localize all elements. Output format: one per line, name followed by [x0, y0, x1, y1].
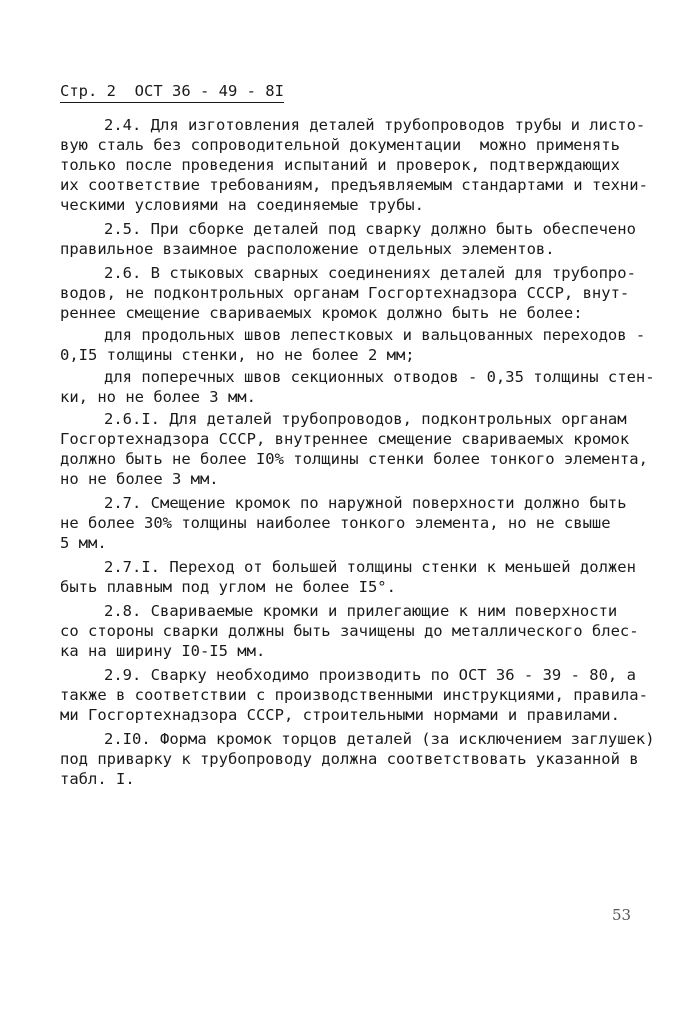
text-line: 2.7.I. Переход от большей толщины стенки к меньшей должен: [104, 558, 636, 576]
text-line: только после проведения испытаний и проверок, подтверждающих: [60, 156, 620, 174]
text-line: должно быть не более I0% толщины стенки более тонкого элемента,: [60, 450, 648, 468]
text-line: 2.7. Смещение кромок по наружной поверхности должно быть: [104, 494, 627, 512]
text-line: также в соответствии с производственными инструкциями, правила-: [60, 686, 648, 704]
text-line: для продольных швов лепестковых и вальцованных переходов -: [104, 326, 646, 344]
text-line: но не более 3 мм.: [60, 470, 219, 488]
page-header: Стр. 2 ОСТ 36 - 49 - 8I: [60, 81, 284, 103]
text-line: не более 30% толщины наиболее тонкого элемента, но не свыше: [60, 514, 611, 532]
text-line: ки, но не более 3 мм.: [60, 388, 256, 406]
text-line: ческими условиями на соединяемые трубы.: [60, 196, 424, 214]
text-line: ка на ширину I0-I5 мм.: [60, 642, 266, 660]
text-line: 2.9. Сварку необходимо производить по ОСТ 36 - 39 - 80, а: [104, 666, 636, 684]
text-line: водов, не подконтрольных органам Госгортехнадзора СССР, внут-: [60, 284, 630, 302]
text-line: их соответствие требованиям, предъявляемым стандартами и техни-: [60, 176, 648, 194]
text-line: ми Госгортехнадзора СССР, строительными нормами и правилами.: [60, 706, 620, 724]
text-line: 2.5. При сборке деталей под сварку должно быть обеспечено: [104, 220, 636, 238]
text-line: 0,I5 толщины стенки, но не более 2 мм;: [60, 346, 415, 364]
text-line: 2.I0. Форма кромок торцов деталей (за исключением заглушек): [104, 730, 655, 748]
text-line: табл. I.: [60, 770, 135, 788]
page-number: 53: [612, 906, 632, 924]
text-line: Госгортехнадзора СССР, внутреннее смещение свариваемых кромок: [60, 430, 630, 448]
text-line: быть плавным под углом не более I5°.: [60, 578, 396, 596]
text-line: 2.6.I. Для деталей трубопроводов, подконтрольных органам: [104, 410, 627, 428]
text-line: 2.8. Свариваемые кромки и прилегающие к ним поверхности: [104, 602, 618, 620]
text-line: 5 мм.: [60, 534, 107, 552]
text-line: для поперечных швов секционных отводов - 0,35 толщины стен-: [104, 368, 655, 386]
text-line: под приварку к трубопроводу должна соответствовать указанной в: [60, 750, 639, 768]
text-line: реннее смещение свариваемых кромок должно быть не более:: [60, 304, 583, 322]
text-line: вую сталь без сопроводительной документации можно применять: [60, 136, 620, 154]
text-line: 2.4. Для изготовления деталей трубопроводов трубы и листо-: [104, 116, 646, 134]
text-line: 2.6. В стыковых сварных соединениях деталей для трубопро-: [104, 264, 636, 282]
text-line: со стороны сварки должны быть зачищены до металлического блес-: [60, 622, 639, 640]
text-line: правильное взаимное расположение отдельных элементов.: [60, 240, 555, 258]
